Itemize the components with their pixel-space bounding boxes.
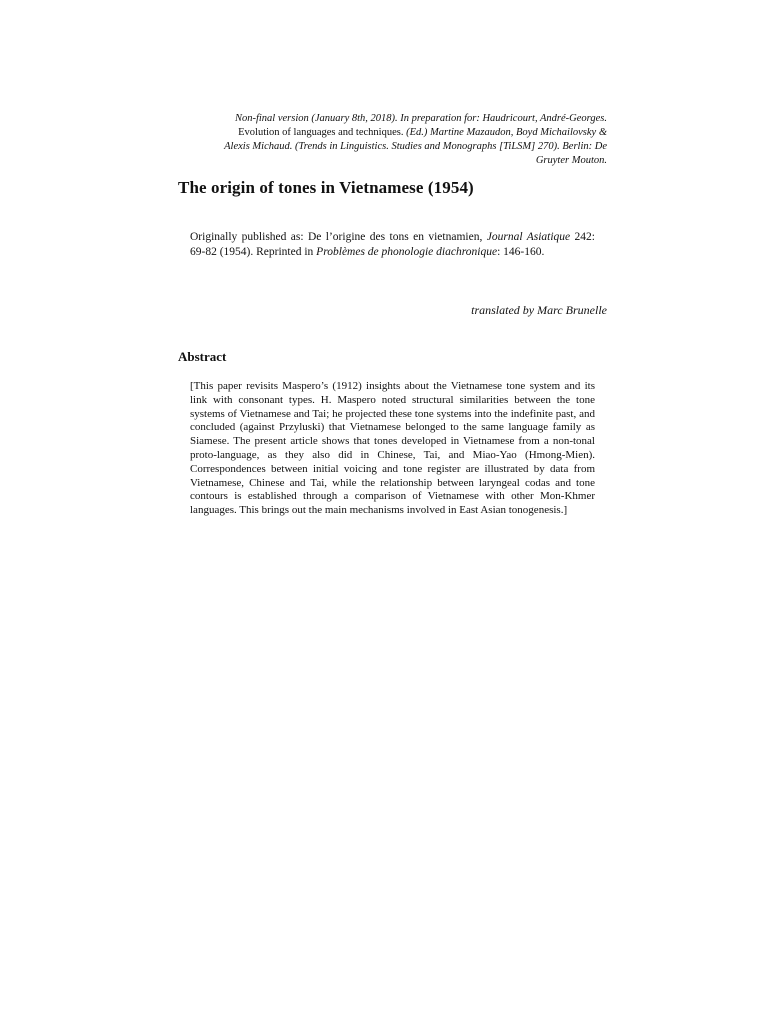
paper-title: The origin of tones in Vietnamese (1954) xyxy=(178,178,474,197)
publication-note-line-4: Gruyter Mouton. xyxy=(535,155,607,166)
journal-name: Journal Asiatique xyxy=(486,231,571,243)
original-publication-note xyxy=(190,230,595,260)
publication-note-line-2-plain: Evolution of languages and techniques. xyxy=(238,127,407,138)
original-publication-middle: 242: 69-82 (1954). Reprinted in xyxy=(190,231,596,258)
book-name: Problèmes de phonologie diachronique xyxy=(316,246,498,258)
original-publication-prefix: Originally published as: De l’origine des tons en vietnamien, xyxy=(190,231,487,243)
publication-note xyxy=(167,112,607,168)
abstract-heading: Abstract xyxy=(178,349,227,364)
publication-note-line-2-italic: (Ed.) Martine Mazaudon, Boyd Michailovsky & xyxy=(406,127,607,138)
publication-note-line-2 xyxy=(167,126,607,140)
publication-note-line-1: Non-final version (January 8th, 2018). In preparation for: Haudricourt, André-Georges. xyxy=(234,113,607,124)
translator-credit: translated by Marc Brunelle xyxy=(471,303,607,317)
publication-note-line-3: Alexis Michaud. (Trends in Linguistics. Studies and Monographs [TiLSM] 270). Berlin: De xyxy=(224,141,607,152)
abstract-text: [This paper revisits Maspero’s (1912) insights about the Vietnamese tone system and its link with consonant types. H. Maspero noted structural similarities between the tone systems of Vietnamese and Tai; he projected these tone systems into the indefinite past, and concluded (against Przyluski) that Vietnamese belonged to the same language family as Siamese. The present article shows that tones developed in Vietnamese from a non-tonal proto-language, as they also did in Chinese, Tai, and Miao-Yao (Hmong-Mien). Correspondences between initial voicing and tone register are illustrated by data from Vietnamese, Chinese and Tai, while the relationship between laryngeal codas and tone contours is established through a comparison of Vietnamese with other Mon-Khmer languages. This brings out the main mechanisms involved in East Asian tonogenesis.] xyxy=(190,380,595,517)
original-publication-suffix: : 146-160. xyxy=(497,246,545,258)
